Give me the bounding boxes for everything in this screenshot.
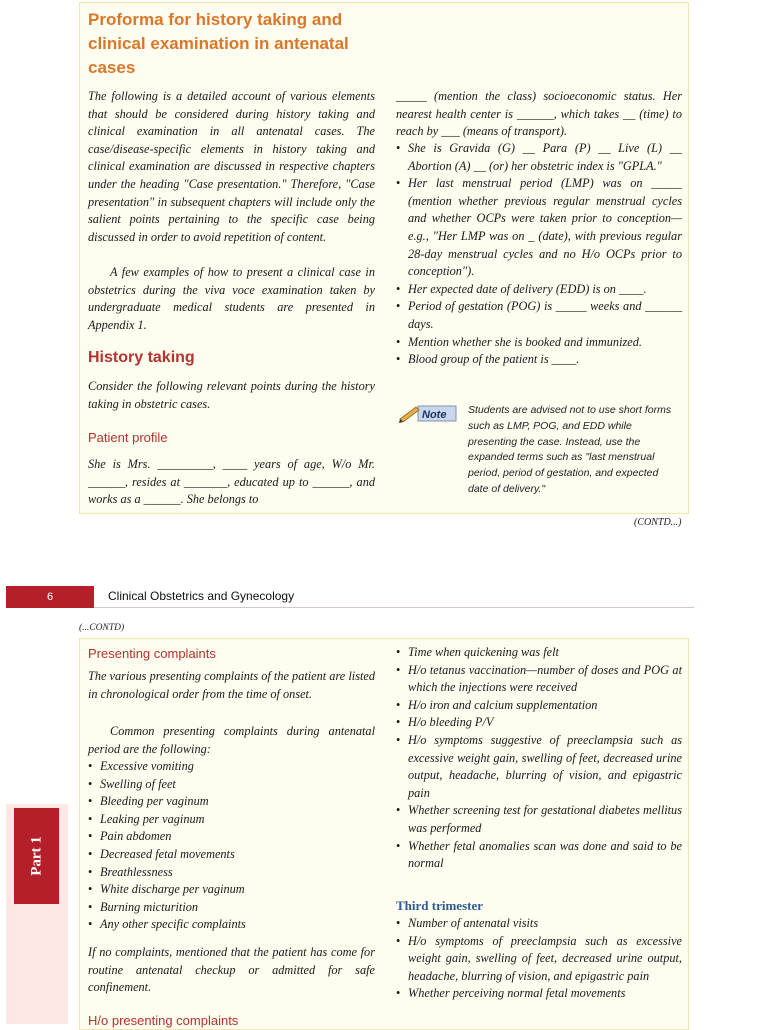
- book-title: Clinical Obstetrics and Gynecology: [108, 589, 295, 603]
- contd-label-end: (CONTD...): [634, 517, 682, 528]
- second-trimester-list: [396, 644, 682, 873]
- list-item: • White discharge per vaginum: [88, 881, 375, 899]
- list-item: • H/o bleeding P/V: [396, 714, 682, 732]
- list-item: • Her last menstrual period (LMP) was on _____ (mention whether previous regular menstrual cycles and whether OCPs were taken prior to conception—e.g., "Her LMP was on _ (date), with previous regular 28-day menstrual cycles and no H/o OCPs prior to conception").: [396, 175, 682, 281]
- page-number: 6: [6, 586, 94, 608]
- list-item: • Excessive vomiting: [88, 758, 375, 776]
- list-item: • Blood group of the patient is ____.: [396, 351, 682, 369]
- contd-label-start: (...CONTD): [79, 623, 125, 633]
- list-item: • H/o iron and calcium supplementation: [396, 697, 682, 715]
- list-item: • Time when quickening was felt: [396, 644, 682, 662]
- list-item: • H/o tetanus vaccination—number of doses and POG at which the injections were received: [396, 662, 682, 697]
- part-tab: [14, 808, 59, 904]
- list-item: • Her expected date of delivery (EDD) is on ____.: [396, 281, 682, 299]
- presenting-complaints-text: The various presenting complaints of the patient are listed in chronological order from the time of onset.: [88, 669, 375, 701]
- part-tab-label: Part 1: [28, 836, 44, 876]
- list-item: • Whether fetal anomalies scan was done and said to be normal: [396, 838, 682, 873]
- patient-profile-heading: Patient profile: [88, 430, 168, 445]
- list-item: • Bleeding per vaginum: [88, 793, 375, 811]
- note-pencil-icon: [398, 403, 458, 423]
- profile-bullet-list: [396, 140, 682, 369]
- socioeconomic-paragraph: _____ (mention the class) socioeconomic status. Her nearest health center is ______, which takes __ (time) to reach by ___ (means of transport).: [396, 89, 682, 139]
- no-complaints-text: If no complaints, mentioned that the patient has come for routine antenatal checkup or admitted for safe confinement.: [88, 945, 375, 995]
- list-item: • Swelling of feet: [88, 776, 375, 794]
- list-item: • Decreased fetal movements: [88, 846, 375, 864]
- list-item: • Leaking per vaginum: [88, 811, 375, 829]
- third-trimester-heading: Third trimester: [396, 898, 484, 913]
- intro-paragraph: The following is a detailed account of various elements that should be considered during history taking and clinical examination in all antenatal cases. The case/disease-specific elements in history taking and clinical examination are discussed in respective chapters under the heading "Case presentation." Therefore, "Case presentation" in subsequent chapters will include only the salient points pertaining to the specific case being discussed in order to avoid repetition of content.: [88, 89, 375, 244]
- header-divider: [94, 607, 694, 608]
- history-taking-heading: History taking: [88, 349, 195, 366]
- presenting-complaints-heading: Presenting complaints: [88, 646, 216, 661]
- list-item: • H/o symptoms of preeclampsia such as excessive weight gain, swelling of feet, decreased urine output, headache, blurring of vision, and epigastric pain: [396, 933, 682, 986]
- list-item: • Pain abdomen: [88, 828, 375, 846]
- note-text: Students are advised not to use short forms such as LMP, POG, and EDD while presenting the case. Instead, use the expanded terms such as "last menstrual period, period of gestation, and expected date of delivery.": [468, 404, 672, 495]
- list-item: • Period of gestation (POG) is _____ weeks and ______ days.: [396, 298, 682, 333]
- list-item: • Mention whether she is booked and immunized.: [396, 334, 682, 352]
- page-title: Proforma for history taking and clinical examination in antenatal cases: [88, 10, 349, 77]
- list-item: • Burning micturition: [88, 899, 375, 917]
- note-label: [398, 403, 458, 423]
- list-item: • H/o symptoms suggestive of preeclampsia such as excessive weight gain, swelling of feet, decreased urine output, headache, blurring of vision, and epigastric pain: [396, 732, 682, 802]
- note-label-text: Note: [422, 409, 447, 421]
- list-item: • Breathlessness: [88, 864, 375, 882]
- complaints-list: [88, 758, 375, 934]
- list-item: • Any other specific complaints: [88, 916, 375, 934]
- list-item: • Whether perceiving normal fetal movements: [396, 985, 682, 1003]
- ho-presenting-complaints-heading: H/o presenting complaints: [88, 1013, 239, 1028]
- patient-profile-text: She is Mrs. _________, ____ years of age, W/o Mr. ______, resides at _______, educated up to ______, and works as a ______. She belongs to: [88, 457, 375, 507]
- list-item: • She is Gravida (G) __ Para (P) __ Live (L) __ Abortion (A) __ (or) her obstetric index is "GPLA.": [396, 140, 682, 175]
- third-trimester-list: [396, 915, 682, 1003]
- presenting-complaints-text-2: Common presenting complaints during antenatal period are the following:: [88, 724, 375, 756]
- list-item: • Number of antenatal visits: [396, 915, 682, 933]
- list-item: • Whether screening test for gestational diabetes mellitus was performed: [396, 802, 682, 837]
- intro-paragraph-2: A few examples of how to present a clinical case in obstetrics during the viva voce examination taken by undergraduate medical students are presented in Appendix 1.: [88, 265, 375, 332]
- history-taking-text: Consider the following relevant points during the history taking in obstetric cases.: [88, 379, 375, 411]
